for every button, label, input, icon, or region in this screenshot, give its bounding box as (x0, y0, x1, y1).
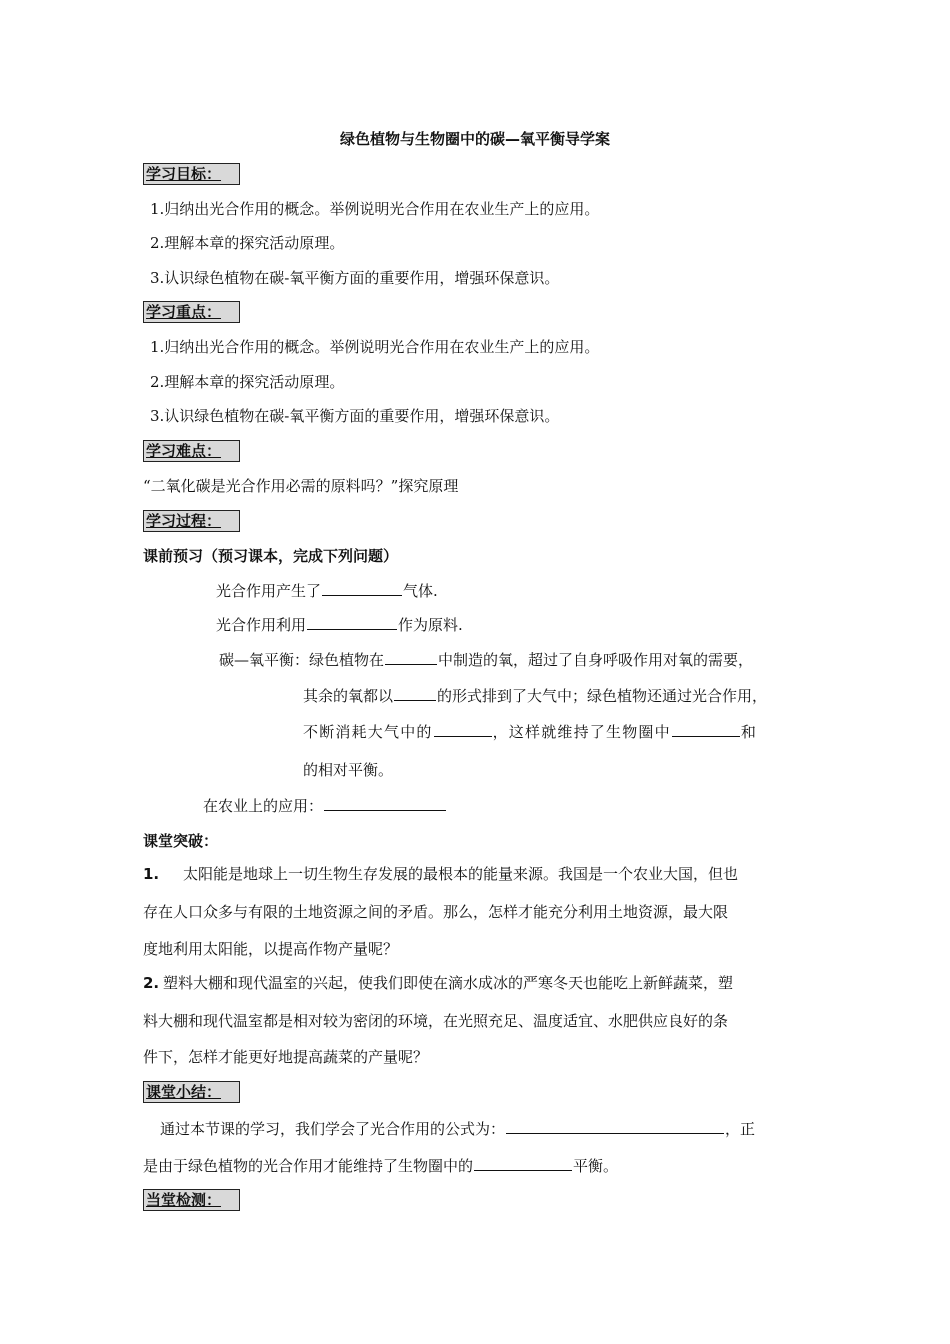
answer-blank[interactable] (307, 614, 397, 630)
carbon-oxygen-text-c: 其余的氧都以 (303, 687, 394, 705)
answer-blank[interactable] (394, 685, 436, 701)
question-carbon-oxygen-line-4: 的相对平衡。 (303, 761, 394, 779)
breakthrough-p2-text-1: 塑料大棚和现代温室的兴起，使我们即使在滴水成冰的严寒冬天也能吃上新鲜蔬菜，塑 (163, 974, 734, 992)
breakthrough-p1-line-3: 度地利用太阳能，以提高作物产量呢？ (143, 940, 399, 958)
formula-blank[interactable] (506, 1118, 724, 1134)
breakthrough-p1-line-2: 存在人口众多与有限的土地资源之间的矛盾。那么，怎样才能充分利用土地资源，最大限 (143, 903, 729, 921)
carbon-oxygen-text-e: 不断消耗大气中的 (303, 723, 433, 741)
carbon-oxygen-text-f: ，这样就维持了生物圈中 (492, 723, 671, 741)
breakthrough-p1-text-1: 太阳能是地球上一切生物生存发展的最根本的能量来源。我国是一个农业大国，但也 (183, 865, 739, 883)
carbon-oxygen-text-b: 中制造的氧，超过了自身呼吸作用对氧的需要， (438, 651, 754, 669)
summary-text-a: 通过本节课的学习，我们学会了光合作用的公式为： (160, 1120, 506, 1138)
objective-item-3: 3.认识绿色植物在碳-氧平衡方面的重要作用，增强环保意识。 (150, 269, 560, 287)
key-point-item-2: 2.理解本章的探究活动原理。 (150, 373, 345, 391)
agriculture-text: 在农业上的应用： (203, 797, 324, 815)
key-point-item-1: 1.归纳出光合作用的概念。举例说明光合作用在农业生产上的应用。 (150, 338, 600, 356)
summary-heading: 课堂小结： (143, 1081, 240, 1103)
balance-blank[interactable] (474, 1155, 572, 1171)
breakthrough-p2-line-3: 件下，怎样才能更好地提高蔬菜的产量呢？ (143, 1048, 429, 1066)
key-point-item-3: 3.认识绿色植物在碳-氧平衡方面的重要作用，增强环保意识。 (150, 407, 560, 425)
question-carbon-oxygen-line-1 (219, 649, 753, 670)
process-heading: 学习过程： (143, 510, 240, 532)
answer-blank[interactable] (322, 580, 402, 596)
breakthrough-p2-number: 2. (143, 974, 160, 992)
answer-blank[interactable] (434, 721, 492, 737)
question-carbon-oxygen-line-2 (303, 685, 767, 706)
test-heading: 当堂检测： (143, 1189, 240, 1211)
breakthrough-p2-line-2: 料大棚和现代温室都是相对较为密闭的环境，在光照充足、温度适宜、水肥供应良好的条 (143, 1012, 729, 1030)
answer-blank[interactable] (672, 721, 740, 737)
breakthrough-p1-number: 1. (143, 865, 160, 883)
answer-blank[interactable] (385, 649, 437, 665)
breakthrough-p1-line-1 (143, 864, 738, 884)
question-agriculture (203, 795, 447, 816)
carbon-oxygen-text-d: 的形式排到了大气中；绿色植物还通过光合作用， (437, 687, 768, 705)
preview-title: 课前预习（预习课本，完成下列问题） (143, 547, 399, 565)
document-title: 绿色植物与生物圈中的碳—氧平衡导学案 (339, 130, 610, 148)
difficulty-heading: 学习难点： (143, 440, 240, 462)
carbon-oxygen-text-g: 和 (740, 723, 758, 741)
difficulty-text: “二氧化碳是光合作用必需的原料吗？”探究原理 (143, 477, 459, 495)
breakthrough-p2-line-1 (143, 973, 733, 993)
question-oxygen-text-a: 光合作用产生了 (216, 582, 322, 600)
question-carbon-oxygen-line-3 (303, 721, 757, 742)
question-raw-material-text-b: 作为原料. (398, 616, 463, 634)
objective-item-1: 1.归纳出光合作用的概念。举例说明光合作用在农业生产上的应用。 (150, 200, 600, 218)
question-oxygen (216, 580, 438, 601)
key-points-heading: 学习重点： (143, 301, 240, 323)
answer-blank[interactable] (324, 795, 446, 811)
objective-item-2: 2.理解本章的探究活动原理。 (150, 234, 345, 252)
question-oxygen-text-b: 气体. (403, 582, 438, 600)
breakthrough-title: 课堂突破： (143, 832, 219, 850)
carbon-oxygen-text-a: 碳—氧平衡：绿色植物在 (219, 651, 385, 669)
summary-text-b: ，正 (725, 1120, 756, 1138)
question-raw-material-text-a: 光合作用利用 (216, 616, 307, 634)
summary-text-c: 是由于绿色植物的光合作用才能维持了生物圈中的 (143, 1157, 474, 1175)
summary-line-2 (143, 1155, 618, 1176)
objectives-heading: 学习目标： (143, 163, 240, 185)
summary-line-1 (160, 1118, 755, 1139)
question-raw-material (216, 614, 463, 635)
summary-text-d: 平衡。 (573, 1157, 619, 1175)
